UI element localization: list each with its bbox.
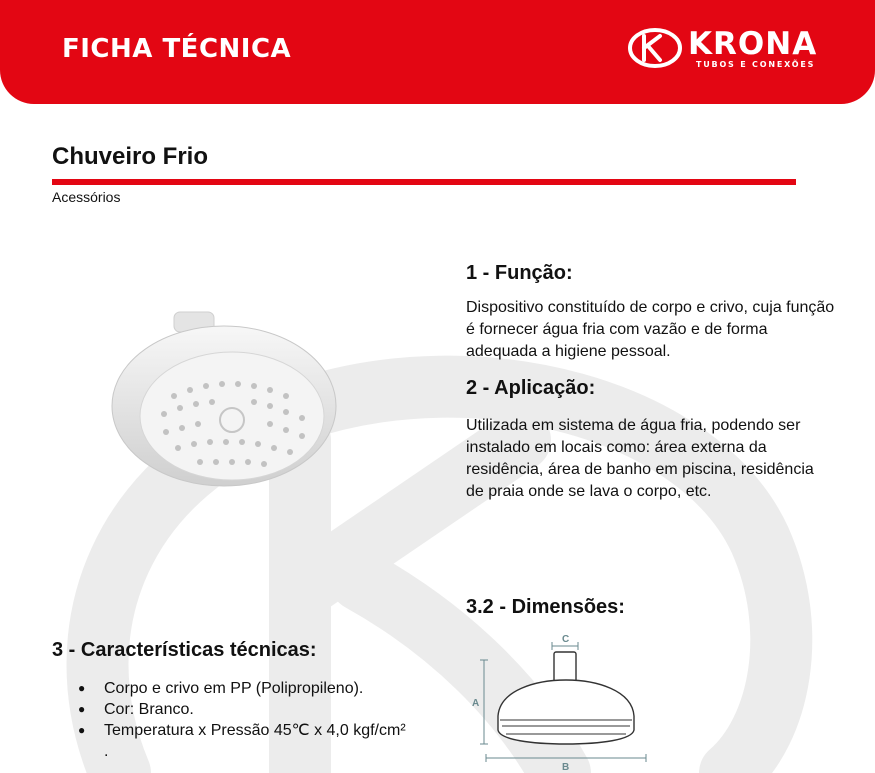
dimension-label-c: C xyxy=(562,634,570,645)
feature-list xyxy=(78,678,408,762)
dimension-drawing xyxy=(466,634,666,773)
brand-tagline: TUBOS E CONEXÕES xyxy=(696,60,816,69)
brand-logo xyxy=(626,26,836,74)
brand-name: KRONA xyxy=(688,26,818,62)
section-heading-dimensoes: 3.2 - Dimensões: xyxy=(466,596,625,618)
section-text-funcao: Dispositivo constituído de corpo e crivo, cuja função é fornecer água fria com vazão e de forma adequada a higiene pessoal. xyxy=(466,299,835,360)
title-divider xyxy=(52,179,796,185)
list-item: ● Temperatura x Pressão 45℃ x 4,0 kgf/cm² . xyxy=(78,720,408,762)
list-item: ● Cor: Branco. xyxy=(78,699,408,720)
shower-head-image xyxy=(104,306,344,490)
dimension-label-b: B xyxy=(562,762,570,773)
section-heading-funcao: 1 - Função: xyxy=(466,262,573,284)
dimension-label-a: A xyxy=(472,698,480,709)
product-category: Acessórios xyxy=(52,189,121,205)
header-banner xyxy=(0,0,875,104)
section-heading-aplicacao: 2 - Aplicação: xyxy=(466,377,596,399)
product-title: Chuveiro Frio xyxy=(52,143,209,170)
list-item: ● Corpo e crivo em PP (Polipropileno). xyxy=(78,678,408,699)
section-heading-caracteristicas: 3 - Características técnicas: xyxy=(52,639,317,661)
krona-logo-icon xyxy=(626,26,684,70)
section-text-aplicacao: Utilizada em sistema de água fria, podendo ser instalado em locais como: área externa da residência, área de banho em piscina, residência de praia onde se lava o corpo, etc. xyxy=(466,417,814,500)
header-title: FICHA TÉCNICA xyxy=(62,34,292,64)
